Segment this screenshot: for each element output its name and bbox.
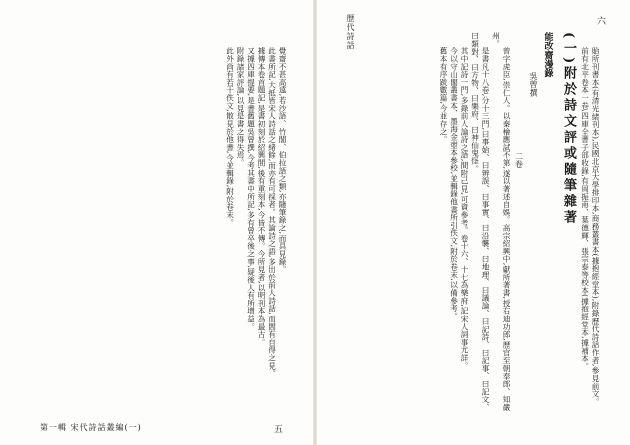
page-number: 六 [596,17,606,27]
page-footer-title: 第一輯 宋代詩話叢編(一) [40,423,142,432]
paragraph: 前有北平卷本一卷,四庫全書子部收錄,有周振甫、葉德輝、張宗泰等校本(據抱經堂本,據補本。 [580,47,590,371]
author-line: 吳曾撰 [529,72,538,97]
paragraph: 附錄諸家評論,以見是書之得失焉。 [236,47,245,167]
right-page-text [350,32,600,412]
page-number: 五 [273,425,283,435]
right-page [315,0,630,445]
paragraph: 今以守山閣叢書本、墨海金壺本參校,並輯錄他書所引佚文,附於卷末,以備參考。 [449,47,459,321]
paragraph: 貽所刊書本(有清光緒刊本),民國北京大學排印本,商務叢書本(據抱經堂本),附錄歷代詩話作者,參見前文。 [591,47,600,406]
volume-count: 二卷 [514,152,524,169]
running-header: 歷代詩話 [346,14,355,50]
left-page-text [25,32,287,412]
paragraph: 舊本有序跋數篇,今並存之。 [439,47,448,144]
paragraph: 又據四庫提要,是書舊題吳曾撰,今考其書中所記,多有曾卒後之事,疑後人有所增益。 [246,47,256,331]
paragraph: 據傳本卷首題記,是書初刻於紹興間,後有重刻本,今皆不傳。今所見者,以明刊本為最古。 [257,47,266,347]
paragraph: 曾字虎臣,崇仁人。以秦檜應試不第,遂以著述自娛。高宗紹興中,獻所著書,授右迪功郎,歷官至朝奉郎、知嚴州。 [491,32,511,412]
book-title: 能改齋漫錄 [542,32,553,78]
paragraph: 是書凡十八卷,分十三門,曰事始、曰辨誤、曰事實、曰沿襲、曰地理、曰議論、曰記詩、曰記事、曰記文、曰類對、曰方物、曰樂府、曰神仙鬼怪。 [470,32,490,412]
paragraph: 此外尚有若干佚文,散見於他書,今並輯錄,附於卷末。 [225,47,235,227]
paragraph: 其中記詩一門,多錄前人論詩之語,間附己見,可資參考。卷十六、十七為樂府,記宋人詞事尤詳。 [460,47,469,370]
section-title: (一)附於詩文評或隨筆雜著 [561,32,576,227]
paragraph: 覺齋不甚高遠,若沙語、竹閣、伯拉語之類,亦隨筆錄之,而具見錄。 [278,47,287,274]
paragraph: 此書所記,大抵皆宋人詩話之緒餘,而亦有可採者。其論詩之語,多出於前人詩話,而間有自得之見。 [267,47,277,378]
